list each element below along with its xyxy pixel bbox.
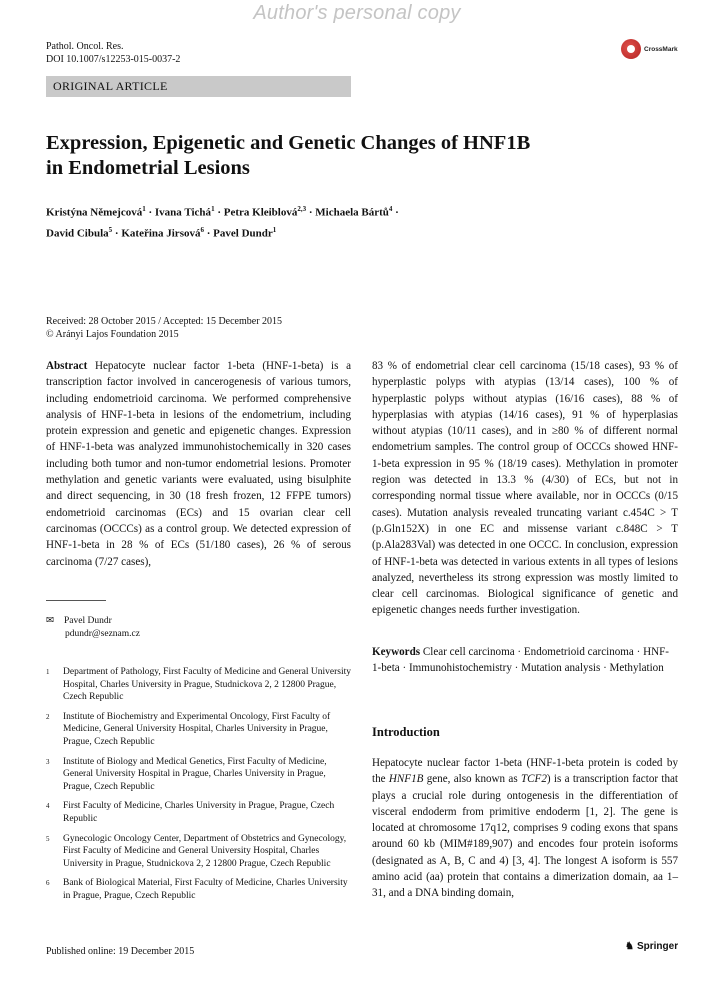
affiliation-number: 1 (46, 668, 50, 676)
author-affil: 4 (388, 205, 393, 213)
corresponding-author (46, 614, 140, 641)
author-list (46, 201, 646, 242)
author-name: David Cibula (46, 227, 109, 240)
journal-info (46, 40, 180, 66)
affiliation-item (46, 833, 351, 871)
author-name: Michaela Bártů (315, 206, 389, 219)
author-name: Ivana Tichá (154, 206, 212, 219)
affiliation-item (46, 756, 351, 794)
affiliation-text: Gynecologic Oncology Center, Department of Obstetrics and Gynecology, First Faculty of Medicine and General University Hospital, Charles University in Prague, Studnickova 2, 2 12800 Prague, Czech Republic (63, 833, 347, 869)
affiliation-text: Bank of Biological Material, First Faculty of Medicine, Charles University in Prague, Prague, Czech Republic (63, 878, 348, 901)
crossmark-logo[interactable] (621, 39, 678, 59)
article-title (46, 131, 666, 181)
received-accepted: Received: 28 October 2015 / Accepted: 15 December 2015 (46, 316, 283, 327)
affiliation-number: 3 (46, 757, 50, 766)
abstract-text-right: 83 % of endometrial clear cell carcinoma (15/18 cases), 93 % of hyperplastic polyps with atypias (13/14 cases), 100 % of hyperplastic polyps without atypias (16/16 cases), 88 % of hyperplasias with atypias (14/16 cases), 91 % of hyperplasias without atypias (10/11 cases), and in ≥80 % of different normal endometrium samples. The control group of OCCCs showed HNF-1-beta expression in 95 % (18/19 cases). Methylation in promoter region was detected in 13.3 % (4/30) of ECs, but not in corresponding normal tissue where available, nor in OCCCs (0/15 cases). Mutation analysis revealed truncating variant c.454C > T (p.Gln152X) in one EC and missense variant c.848C > T (p.Ala283Val) was detected in one OCCC. In conclusion, expression of HNF-1-beta was detected in various extents in all types of lesions analyzed, nevertheless its strong expression was mostly limited to clear cell carcinomas. Biological significance of genetic and epigenetic changes needs further investigation. (372, 360, 678, 617)
introduction-heading: Introduction (372, 725, 440, 739)
publisher-name: Springer (636, 941, 679, 952)
gene-name: TCF2 (520, 773, 547, 786)
abstract-text-left: Hepatocyte nuclear factor 1-beta (HNF-1-beta) is a transcription factor involved in cancerogenesis of various tumors, including endometrioid carcinoma. We performed comprehensive analysis of HNF-1-beta in lesions of the endometrium, including protein expression and genetic and epigenetic changes. Expression of HNF-1-beta was analyzed immunohistochemically in 320 cases including both tumor and non-tumor endometrial lesions. Promoter methylation and genetic variants were evaluated, using bisulphite and direct sequencing, in 30 (18 fresh frozen, 12 FFPE tumors) endometrioid carcinomas (ECs) and 15 ovarian clear cell carcinomas (OCCCs) as a control group. We detected expression of HNF-1-beta in 28 % of ECs (51/180 cases), 26 % of serous carcinoma (7/27 cases), (46, 360, 351, 568)
introduction-paragraph (372, 755, 678, 902)
author-affil: 6 (200, 225, 204, 234)
affiliation-text: Institute of Biochemistry and Experimental Oncology, First Faculty of Medicine, General University Hospital, Charles University in Prague, Prague, Czech Republic (63, 711, 331, 747)
author-line-1: Kristýna Němejcová$^1$ · Ivana Tichá$^1$ · Petra Kleiblová$^{2,3}$ · Michaela Bártů$^4$ · (46, 205, 399, 219)
author-affil: 1 (142, 205, 146, 213)
gene-name: HNF1B (388, 773, 424, 786)
article-dates (46, 315, 282, 341)
author-name: Pavel Dundr (213, 227, 273, 240)
published-date: Published online: 19 December 2015 (46, 946, 195, 957)
envelope-icon: ✉ (46, 615, 54, 626)
article-type-label: ORIGINAL ARTICLE (53, 79, 168, 93)
affiliation-item (46, 800, 351, 825)
doi[interactable]: DOI 10.1007/s12253-015-0037-2 (46, 54, 181, 65)
affiliation-text: First Faculty of Medicine, Charles University in Prague, Prague, Czech Republic (63, 801, 335, 824)
affiliation-item (46, 666, 351, 704)
intro-text: gene, also known as (423, 773, 521, 786)
affiliations (46, 666, 351, 910)
keywords-label: Keywords (372, 646, 421, 658)
crossmark-icon (621, 39, 641, 59)
abstract-label: Abstract (46, 360, 88, 372)
affiliation-number: 5 (46, 834, 50, 843)
publisher-logo (625, 941, 678, 952)
crossmark-label: CrossMark (644, 45, 678, 53)
abstract-right-column (372, 358, 678, 619)
affiliation-text: Department of Pathology, First Faculty of Medicine and General University Hospital, Charles University in Prague, Studnickova 2, 2 12800 Prague, Czech Republic (63, 667, 352, 703)
author-affil: 2,3 (297, 205, 307, 213)
abstract-left-column (46, 358, 351, 570)
keywords-text: Clear cell carcinoma · Endometrioid carcinoma · HNF-1-beta · Immunohistochemistry · Mutation analysis · Methylation (372, 646, 669, 675)
title-line-2: in Endometrial Lesions (46, 157, 250, 179)
intro-text: ) is a transcription factor that plays a crucial role during ontogenesis in the differentiation of visceral endoderm from primitive endoderm [1, 2]. The gene is located at chromosome 17q12, comprises 9 coding exons that spans around 60 kb (MIM#189,907) and encodes four protein isoforms (designated as A, B, C and 4) [3, 4]. The longest A isoform is 557 amino acid (aa) protein that contains a dimerization domain, aa 1–31, and a DNA binding domain, (372, 773, 679, 900)
affiliation-item (46, 711, 351, 749)
author-affil: 5 (108, 225, 113, 234)
keywords-block (372, 644, 678, 677)
affiliation-number: 2 (46, 712, 50, 721)
footnote-divider (46, 600, 106, 601)
author-line-2: David Cibula$^5$ · Kateřina Jirsová$^6$ · Pavel Dundr$^1$ (46, 225, 277, 240)
article-type-bar (46, 76, 351, 97)
author-affil: 1 (211, 205, 215, 213)
springer-horse-icon: ♞ (625, 941, 634, 952)
journal-name: Pathol. Oncol. Res. (46, 41, 124, 52)
affiliation-text: Institute of Biology and Medical Genetics, First Faculty of Medicine, General University Hospital in Prague, Charles University in Prague, Prague, Czech Republic (63, 756, 327, 792)
intro-text: Hepatocyte nuclear factor 1-beta (HNF-1-beta protein is coded by the (372, 757, 678, 786)
author-name: Kateřina Jirsová (121, 227, 201, 240)
affiliation-number: 4 (46, 802, 50, 811)
author-name: Kristýna Němejcová (46, 206, 143, 219)
contact-name: Pavel Dundr (64, 616, 112, 626)
author-affil: 1 (272, 225, 277, 234)
author-name: Petra Kleiblová (223, 206, 298, 219)
copyright: © Arányi Lajos Foundation 2015 (46, 329, 179, 340)
title-line-1: Expression, Epigenetic and Genetic Changes of HNF1B (46, 132, 531, 154)
affiliation-number: 6 (46, 879, 50, 888)
affiliation-item (46, 877, 351, 902)
watermark-text: Author's personal copy (253, 2, 461, 24)
contact-email[interactable]: pdundr@seznam.cz (65, 629, 140, 639)
